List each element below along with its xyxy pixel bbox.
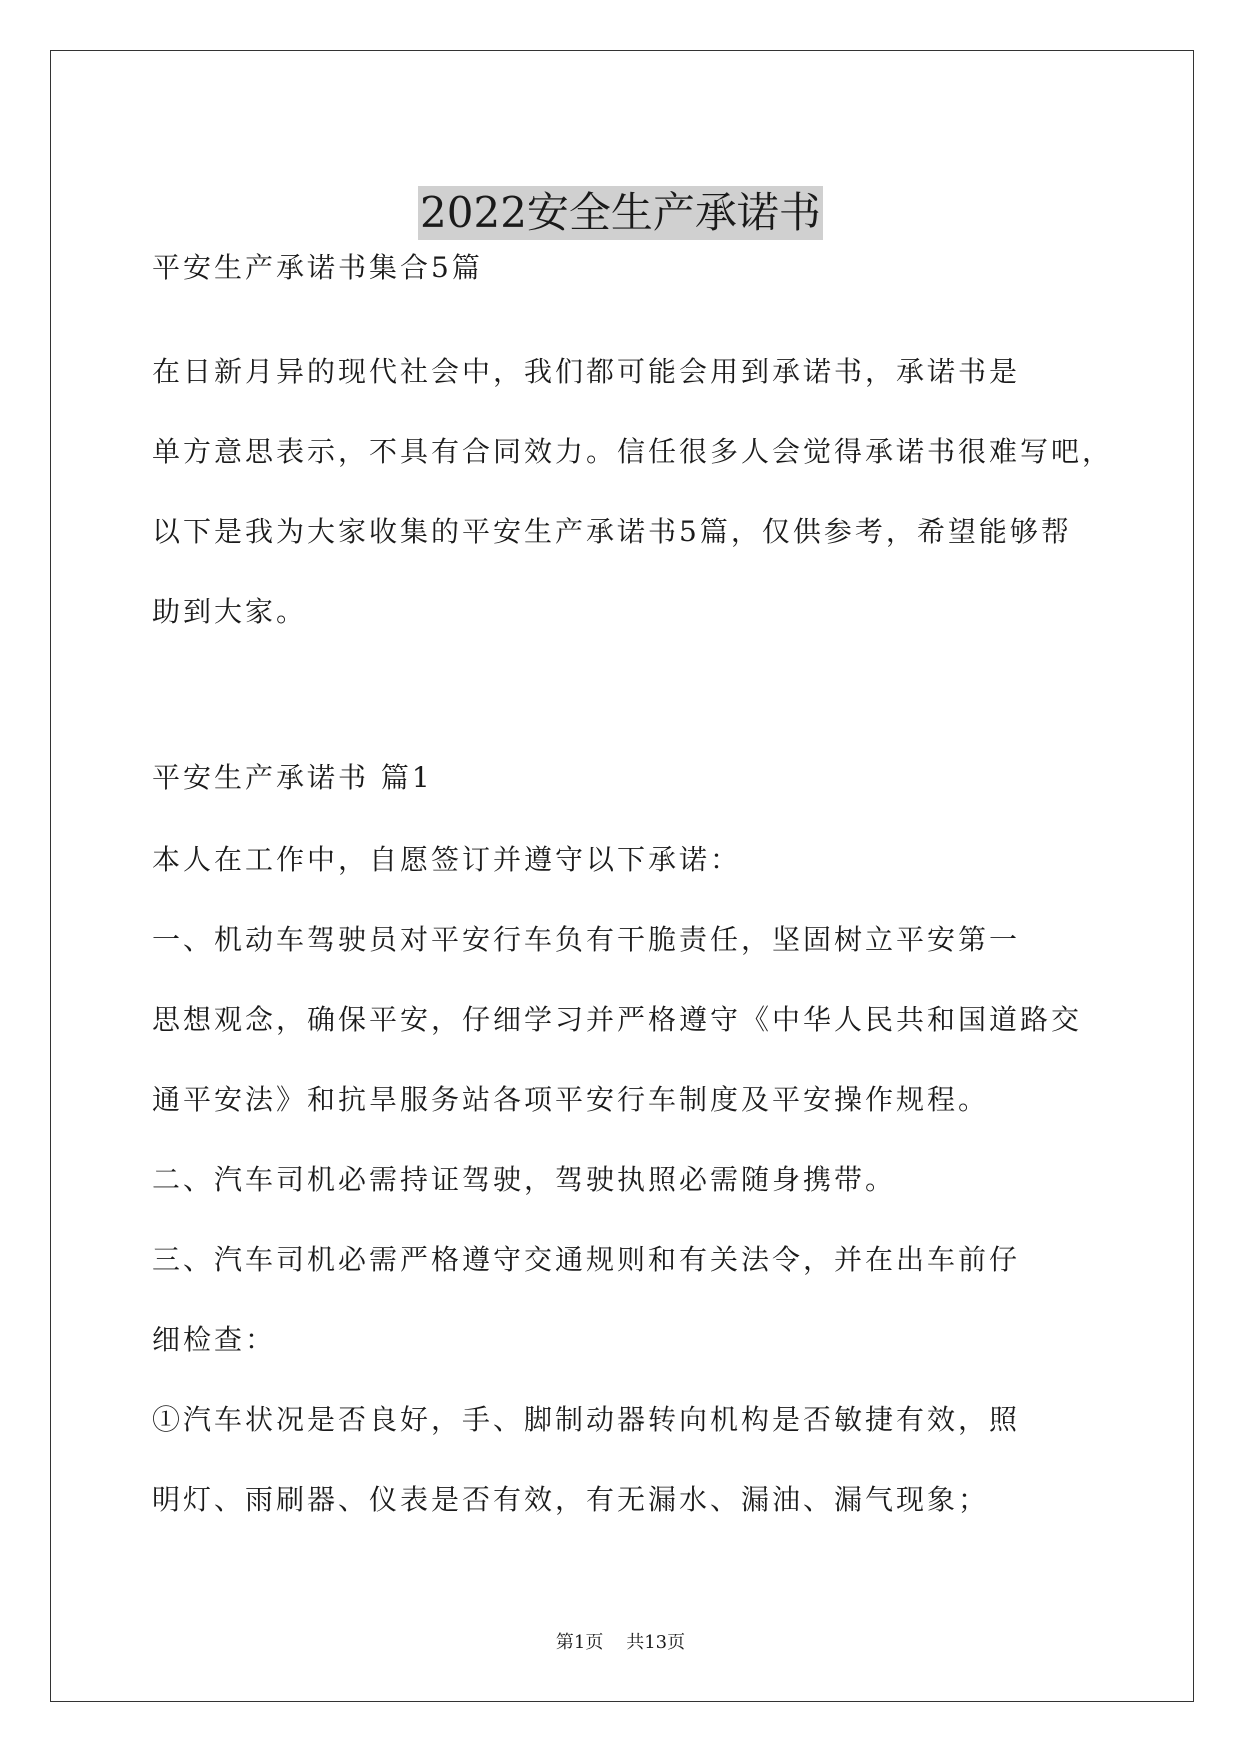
section-1-heading: 平安生产承诺书 篇1	[152, 761, 433, 794]
intro-line-2: 单方意思表示，不具有合同效力。信任很多人会觉得承诺书很难写吧，	[152, 435, 1114, 468]
section-1-paragraph-2-line-3: 通平安法》和抗旱服务站各项平安行车制度及平安操作规程。	[152, 1083, 990, 1116]
section-1-paragraph-2-line-1: 一、机动车驾驶员对平安行车负有干脆责任，坚固树立平安第一	[152, 923, 1021, 956]
intro-line-1: 在日新月异的现代社会中，我们都可能会用到承诺书，承诺书是	[152, 355, 1021, 388]
document-title: 2022安全生产承诺书	[418, 186, 823, 240]
page-number: 第1页	[555, 1632, 604, 1653]
section-1-paragraph-4-line-2: 细检查：	[152, 1323, 277, 1356]
subtitle-line: 平安生产承诺书集合5篇	[152, 251, 483, 284]
intro-line-3: 以下是我为大家收集的平安生产承诺书5篇，仅供参考，希望能够帮	[152, 515, 1072, 548]
intro-line-4: 助到大家。	[152, 595, 308, 628]
section-1-paragraph-5-line-2: 明灯、雨刷器、仪表是否有效，有无漏水、漏油、漏气现象；	[152, 1483, 990, 1516]
section-1-paragraph-2-line-2: 思想观念，确保平安，仔细学习并严格遵守《中华人民共和国道路交	[152, 1003, 1083, 1036]
section-1-paragraph-3: 二、汽车司机必需持证驾驶，驾驶执照必需随身携带。	[152, 1163, 897, 1196]
section-1-paragraph-4-line-1: 三、汽车司机必需严格遵守交通规则和有关法令，并在出车前仔	[152, 1243, 1021, 1276]
section-1-paragraph-1: 本人在工作中，自愿签订并遵守以下承诺：	[152, 843, 742, 876]
page-footer	[0, 1631, 1241, 1655]
section-1-paragraph-5-line-1: ①汽车状况是否良好，手、脚制动器转向机构是否敏捷有效，照	[152, 1403, 1021, 1436]
page-total: 共13页	[626, 1632, 686, 1653]
